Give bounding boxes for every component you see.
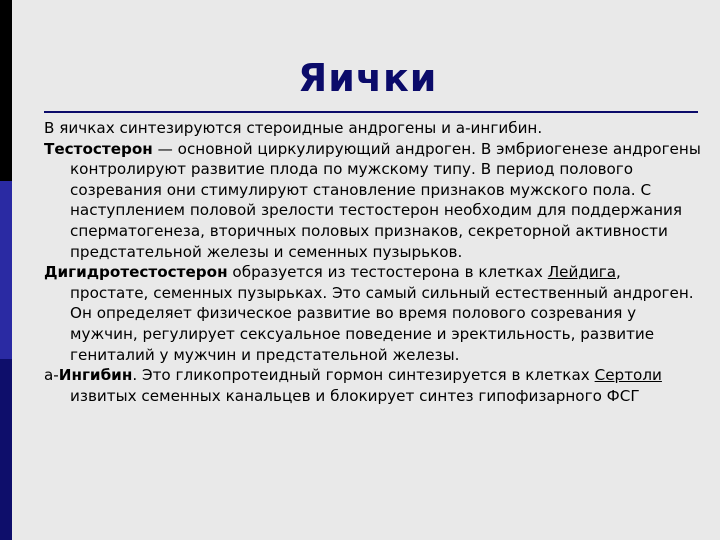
inhibin-text-b: извитых семенных канальцев и блокирует синтез гипофизарного ФСГ	[70, 386, 640, 405]
intro-text: В яичках синтезируются стероидные андрогены и a-ингибин.	[44, 119, 543, 137]
dihydrotestosterone-text-b: , простате, семенных пузырьках. Это самый сильный естественный андроген. Он определяет физическое развитие во время полового созревания у мужчин, регулирует сексуальное поведение и эректильность, развитие гениталий у мужчин и предстательной железы.	[70, 263, 694, 364]
inhibin-text-a: . Это гликопротеидный гормон синтезируется в клетках	[132, 366, 595, 385]
sidebar-accent-dark-blue	[0, 359, 12, 540]
dihydrotestosterone-text-a: образуется из тестостерона в клетках	[227, 263, 548, 282]
paragraph-testosterone	[44, 139, 704, 263]
testosterone-text: — основной циркулирующий андроген. В эмбриогенезе андрогены контролируют развитие плода по мужскому типу. В период полового созревания они стимулируют становление признаков мужского пола. С наступлением половой зрелости тестостерон необходим для поддержания сперматогенеза, вторичных половых признаков, секреторной активности предстательной железы и семенных пузырьков.	[70, 139, 701, 261]
slide-title: Яички	[298, 56, 438, 100]
link-sertoli[interactable]: Сертоли	[594, 366, 662, 385]
paragraph-inhibin	[44, 365, 704, 406]
link-leydig[interactable]: Лейдига	[547, 263, 617, 282]
term-testosterone: Тестостерон	[44, 139, 153, 158]
term-inhibin: Ингибин	[58, 366, 133, 385]
term-dihydrotestosterone: Дигидротестостерон	[44, 263, 228, 282]
title-underline-divider	[44, 111, 698, 113]
paragraph-intro	[44, 118, 704, 139]
sidebar-accent-black	[0, 0, 12, 181]
inhibin-prefix: a-	[44, 366, 59, 385]
paragraph-dihydrotestosterone	[44, 262, 704, 365]
slide-body	[44, 118, 704, 406]
sidebar-accent-blue	[0, 181, 12, 359]
